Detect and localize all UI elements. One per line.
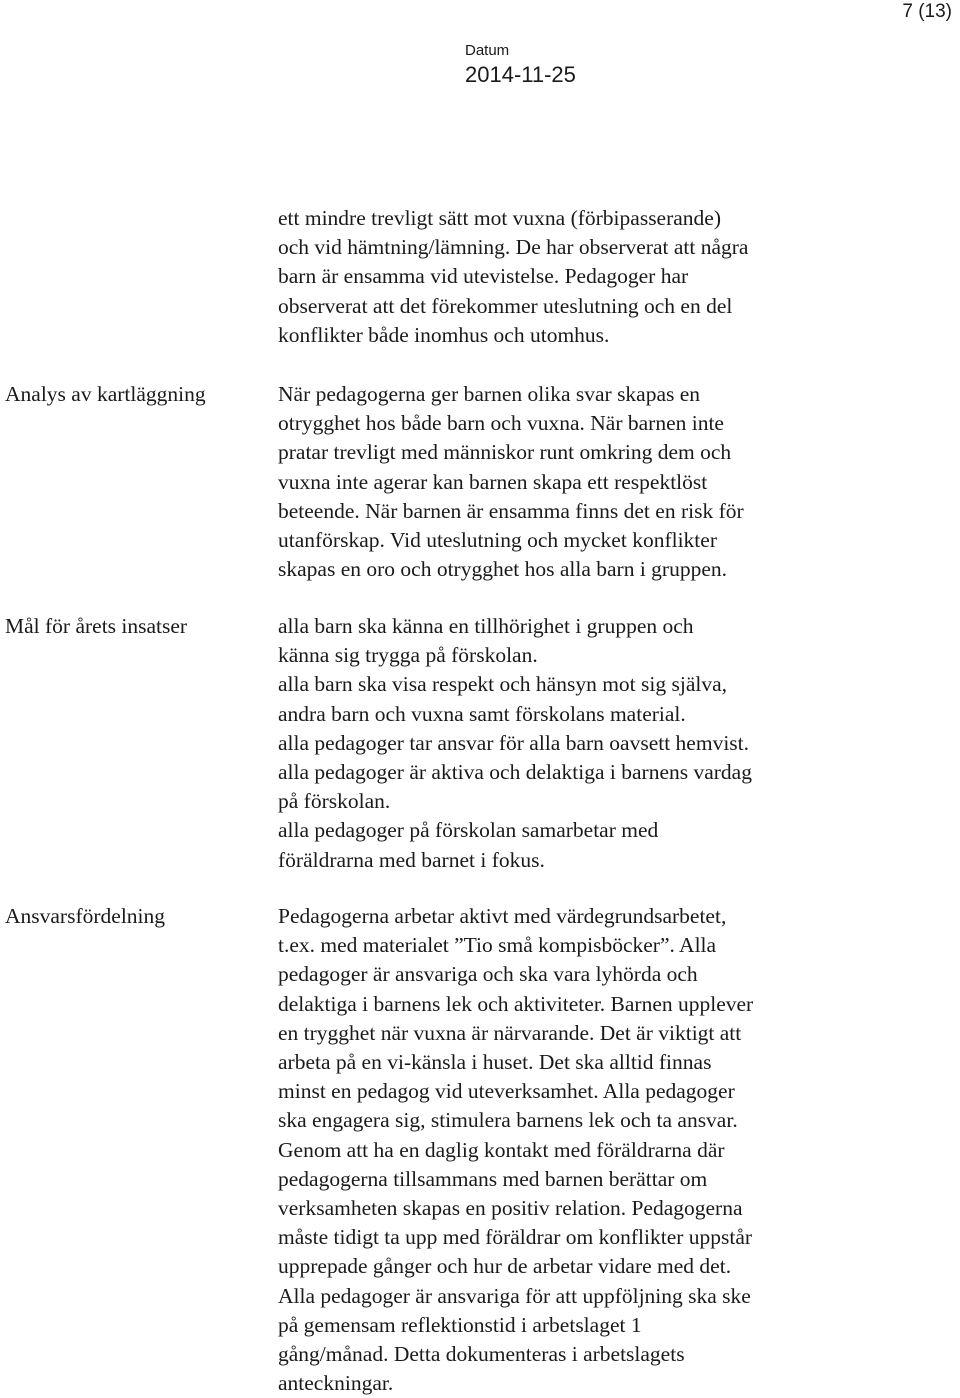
text-line: gång/månad. Detta dokumenteras i arbetslagets: [278, 1342, 685, 1367]
text-line: på gemensam reflektionstid i arbetslaget 1: [278, 1312, 642, 1337]
text-line: ett mindre trevligt sätt mot vuxna (förbipasserande): [278, 206, 722, 230]
text-line: känna sig trygga på förskolan.: [278, 643, 538, 668]
text-line: Alla pedagoger är ansvariga för att uppföljning ska ske: [278, 1283, 751, 1308]
text-line: pedagoger är ansvariga och ska vara lyhörda och: [278, 962, 698, 987]
text-line: När pedagogerna ger barnen olika svar skapas en: [278, 382, 701, 406]
text-line: på förskolan.: [278, 789, 391, 814]
text-line: alla barn ska visa respekt och hänsyn mot sig själva,: [278, 672, 728, 697]
text-line: otrygghet hos både barn och vuxna. När barnen inte: [278, 411, 724, 436]
text-line: en trygghet när vuxna är närvarande. Det är viktigt att: [278, 1020, 742, 1045]
text-line: skapas en oro och otrygghet hos alla barn i gruppen.: [278, 557, 727, 582]
ansvar-paragraph: [278, 902, 898, 1398]
text-line: t.ex. med materialet ”Tio små kompisböcker”. Alla: [278, 933, 717, 958]
date-label: Datum: [465, 42, 510, 59]
text-line: verksamheten skapas en positiv relation. Pedagogerna: [278, 1196, 743, 1221]
text-line: Pedagogerna arbetar aktivt med värdegrundsarbetet,: [278, 904, 727, 928]
text-line: upprepade gånger och hur de arbetar vidare med det.: [278, 1254, 732, 1279]
text-line: beteende. När barnen är ensamma finns det en risk för: [278, 498, 744, 523]
text-line: alla pedagoger tar ansvar för alla barn oavsett hemvist.: [278, 730, 750, 755]
text-line: Genom att ha en daglig kontakt med föräldrarna där: [278, 1137, 725, 1162]
text-line: anteckningar.: [278, 1371, 394, 1396]
text-line: alla pedagoger på förskolan samarbetar med: [278, 818, 659, 843]
date-value: 2014-11-25: [465, 62, 576, 87]
text-line: alla pedagoger är aktiva och delaktiga i barnens vardag: [278, 760, 752, 785]
text-line: arbeta på en vi-känsla i huset. Det ska alltid finnas: [278, 1050, 712, 1075]
mal-paragraph: [278, 612, 898, 875]
text-line: måste tidigt ta upp med föräldrar om konflikter uppstår: [278, 1225, 753, 1250]
text-line: minst en pedagog vid uteverksamhet. Alla pedagoger: [278, 1079, 735, 1104]
text-line: observerat att det förekommer uteslutning och en del: [278, 293, 733, 318]
text-line: vuxna inte agerar kan barnen skapa ett respektlöst: [278, 469, 708, 494]
text-line: och vid hämtning/lämning. De har observerat att några: [278, 235, 749, 260]
date-block: [465, 42, 576, 88]
text-line: föräldrarna med barnet i fokus.: [278, 847, 545, 872]
text-line: andra barn och vuxna samt förskolans material.: [278, 701, 686, 726]
page-number: 7 (13): [902, 1, 952, 22]
section-label-analys: Analys av kartläggning: [5, 382, 206, 406]
intro-paragraph: [278, 204, 898, 350]
text-line: alla barn ska känna en tillhörighet i gruppen och: [278, 614, 694, 638]
text-line: utanförskap. Vid uteslutning och mycket konflikter: [278, 528, 717, 553]
analys-paragraph: [278, 380, 898, 584]
text-line: konflikter både inomhus och utomhus.: [278, 322, 610, 347]
section-label-mal: Mål för årets insatser: [5, 614, 188, 638]
section-label-ansvar: Ansvarsfördelning: [5, 904, 166, 928]
text-line: pratar trevligt med människor runt omkring dem och: [278, 440, 732, 465]
text-line: barn är ensamma vid utevistelse. Pedagoger har: [278, 264, 689, 289]
text-line: delaktiga i barnens lek och aktiviteter. Barnen upplever: [278, 991, 754, 1016]
text-line: ska engagera sig, stimulera barnens lek och ta ansvar.: [278, 1108, 738, 1133]
text-line: pedagogerna tillsammans med barnen berättar om: [278, 1166, 708, 1191]
